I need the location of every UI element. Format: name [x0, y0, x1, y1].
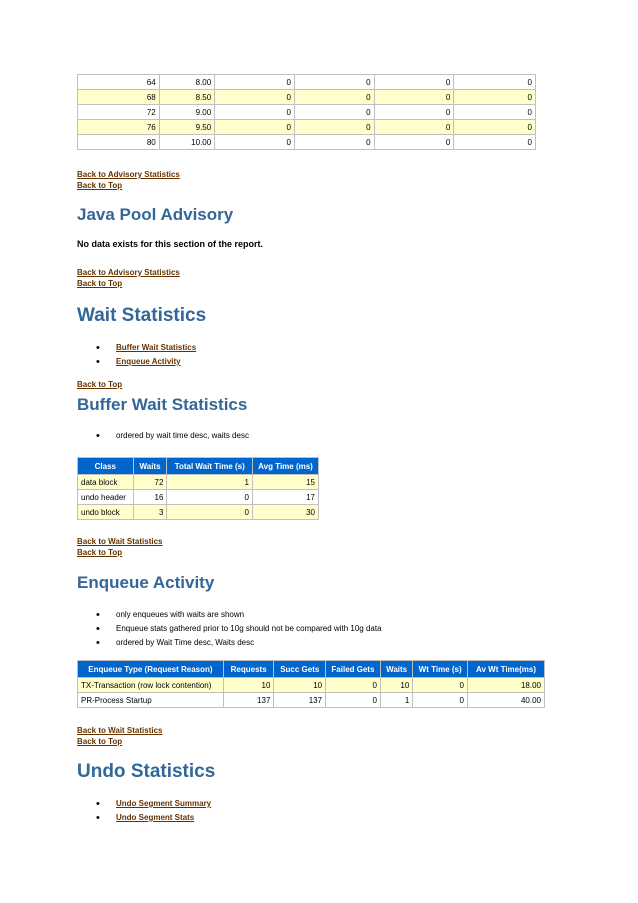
table-cell: 64	[78, 75, 159, 89]
table-cell: 0	[454, 120, 535, 134]
table-row	[78, 105, 535, 119]
list-item: • only enqueues with waits are shown	[77, 608, 382, 622]
java-pool-heading: Java Pool Advisory	[77, 205, 234, 224]
no-data-note: No data exists for this section of the report.	[77, 239, 264, 249]
table-row	[78, 90, 535, 104]
table-cell: 10	[381, 678, 412, 692]
table-cell: data block	[78, 475, 133, 489]
table-cell: 0	[215, 75, 294, 89]
table-row	[78, 693, 544, 707]
table-cell: 0	[375, 135, 454, 149]
buffer-wait-notes	[77, 429, 249, 443]
table-cell: 40.00	[468, 693, 544, 707]
back-to-wait-link[interactable]: Back to Wait Statistics	[77, 537, 163, 546]
enqueue-table	[77, 660, 545, 708]
table-cell: 0	[295, 120, 374, 134]
table-row	[78, 678, 544, 692]
table-cell: 16	[134, 490, 167, 504]
table-row	[78, 135, 535, 149]
table-cell: 10	[224, 678, 274, 692]
table-row	[78, 505, 318, 519]
list-item: • ordered by wait time desc, waits desc	[77, 429, 249, 443]
buffer-wait-table	[77, 457, 319, 520]
table-cell: 10	[274, 678, 325, 692]
table-cell: 9.00	[160, 105, 214, 119]
table-cell: 0	[375, 90, 454, 104]
table-cell: 10.00	[160, 135, 214, 149]
table-cell: 72	[78, 105, 159, 119]
back-to-advisory-link[interactable]: Back to Advisory Statistics	[77, 170, 180, 179]
table-cell: 0	[215, 135, 294, 149]
table-cell: 80	[78, 135, 159, 149]
table-row	[78, 475, 318, 489]
table-cell: 3	[134, 505, 167, 519]
table-cell: undo block	[78, 505, 133, 519]
table-cell: 15	[253, 475, 318, 489]
table-row	[78, 120, 535, 134]
undo-segment-summary-link[interactable]: Undo Segment Summary	[116, 799, 212, 808]
wait-statistics-heading: Wait Statistics	[77, 305, 207, 326]
table-cell: 0	[454, 90, 535, 104]
column-header: Failed Gets	[326, 661, 380, 677]
buffer-wait-heading: Buffer Wait Statistics	[77, 395, 248, 414]
buffer-wait-link[interactable]: Buffer Wait Statistics	[116, 343, 197, 352]
column-header: Succ Gets	[274, 661, 325, 677]
table-cell: 137	[274, 693, 325, 707]
table-cell: 1	[381, 693, 412, 707]
back-to-top-link[interactable]: Back to Top	[77, 380, 123, 389]
table-cell: 0	[454, 75, 535, 89]
table-cell: undo header	[78, 490, 133, 504]
column-header: Avg Time (ms)	[253, 458, 318, 474]
table-cell: 8.50	[160, 90, 214, 104]
table-row	[78, 490, 318, 504]
column-header: Waits	[381, 661, 412, 677]
table-cell: 0	[454, 135, 535, 149]
table-cell: 76	[78, 120, 159, 134]
table-cell: 0	[375, 120, 454, 134]
table-cell: 0	[295, 90, 374, 104]
table-cell: 0	[167, 505, 252, 519]
column-header: Av Wt Time(ms)	[468, 661, 544, 677]
table-cell: 0	[454, 105, 535, 119]
column-header: Class	[78, 458, 133, 474]
table-header-row	[78, 661, 544, 677]
back-to-advisory-link[interactable]: Back to Advisory Statistics	[77, 268, 180, 277]
table-cell: 0	[295, 135, 374, 149]
table-cell: 30	[253, 505, 318, 519]
wait-statistics-list	[77, 341, 196, 369]
back-to-top-link[interactable]: Back to Top	[77, 279, 123, 288]
undo-statistics-list	[77, 797, 211, 825]
undo-segment-stats-link[interactable]: Undo Segment Stats	[116, 813, 195, 822]
column-header: Requests	[224, 661, 274, 677]
table-cell: 1	[167, 475, 252, 489]
table-cell: 0	[167, 490, 252, 504]
advisory-table	[77, 74, 536, 150]
back-to-top-link[interactable]: Back to Top	[77, 548, 123, 557]
back-to-wait-link[interactable]: Back to Wait Statistics	[77, 726, 163, 735]
enqueue-notes	[77, 608, 382, 650]
table-row	[78, 75, 535, 89]
back-to-top-link[interactable]: Back to Top	[77, 181, 123, 190]
list-item	[77, 355, 196, 369]
table-cell: 0	[326, 678, 380, 692]
table-cell: 0	[326, 693, 380, 707]
table-cell: 0	[413, 693, 467, 707]
table-cell: 0	[375, 75, 454, 89]
table-cell: 8.00	[160, 75, 214, 89]
table-cell: 137	[224, 693, 274, 707]
table-cell: 0	[413, 678, 467, 692]
list-item: • Enqueue stats gathered prior to 10g should not be compared with 10g data	[77, 622, 382, 636]
table-cell: 0	[215, 120, 294, 134]
list-item: • ordered by Wait Time desc, Waits desc	[77, 636, 382, 650]
table-cell: 0	[215, 90, 294, 104]
table-cell: PR-Process Startup	[78, 693, 223, 707]
column-header: Wt Time (s)	[413, 661, 467, 677]
list-item	[77, 341, 196, 355]
table-cell: 0	[295, 75, 374, 89]
back-to-top-link[interactable]: Back to Top	[77, 737, 123, 746]
table-cell: 17	[253, 490, 318, 504]
table-cell: 18.00	[468, 678, 544, 692]
table-cell: 0	[215, 105, 294, 119]
column-header: Total Wait Time (s)	[167, 458, 252, 474]
table-header-row	[78, 458, 318, 474]
enqueue-activity-link[interactable]: Enqueue Activity	[116, 357, 181, 366]
undo-statistics-heading: Undo Statistics	[77, 761, 216, 782]
column-header: Waits	[134, 458, 167, 474]
list-item	[77, 811, 211, 825]
table-cell: TX-Transaction (row lock contention)	[78, 678, 223, 692]
table-cell: 0	[295, 105, 374, 119]
table-cell: 9.50	[160, 120, 214, 134]
table-cell: 68	[78, 90, 159, 104]
table-cell: 72	[134, 475, 167, 489]
table-cell: 0	[375, 105, 454, 119]
enqueue-activity-heading: Enqueue Activity	[77, 573, 215, 592]
column-header: Enqueue Type (Request Reason)	[78, 661, 223, 677]
list-item	[77, 797, 211, 811]
